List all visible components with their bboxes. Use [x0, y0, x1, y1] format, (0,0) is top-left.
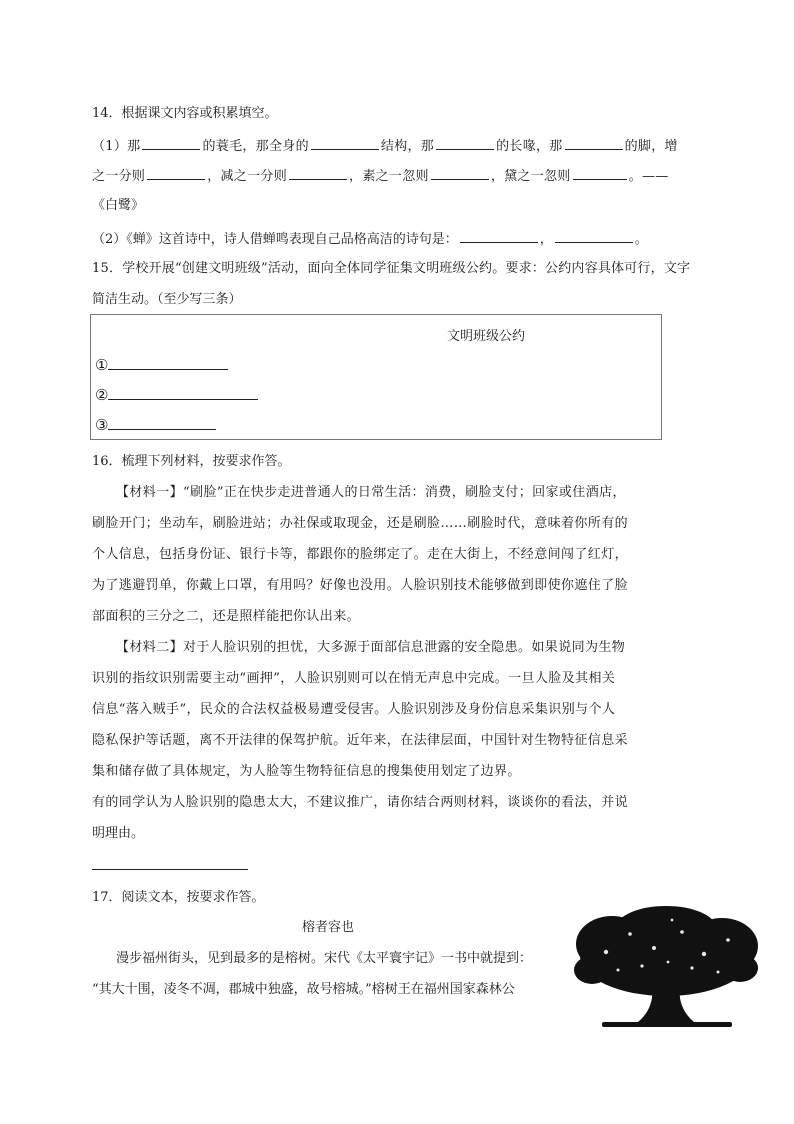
banyan-tree-icon	[572, 904, 760, 1030]
material2-line5: 集和储存做了具体规定，为人脸等生物特征信息的搜集使用划定了边界。	[92, 764, 521, 779]
blank[interactable]	[431, 165, 489, 180]
blank[interactable]	[108, 355, 228, 370]
convention-item-3[interactable]: ③	[95, 415, 216, 434]
q14-line1: （1）那 的蓑毛，那全身的 结构，那 的长喙，那 的脚，增	[92, 135, 678, 157]
convention-item-2[interactable]: ②	[95, 385, 258, 404]
blank[interactable]	[460, 228, 538, 243]
blank[interactable]	[573, 165, 627, 180]
q14-line2: 之一分则 ，减之一分则 ，素之一忽则 ，黛之一忽则 。——	[92, 165, 669, 187]
blank[interactable]	[565, 135, 623, 150]
material2-line4: 隐私保护等话题，离不开法律的保驾护航。近年来，在法律层面，中国针对生物特征信息采	[92, 733, 629, 748]
q14-title: 14．根据课文内容或积累填空。	[92, 106, 278, 121]
box-title: 文明班级公约	[447, 329, 526, 344]
q16-title: 16．梳理下列材料，按要求作答。	[92, 454, 291, 469]
article-line2: “其大十围，凌冬不凋，郡城中独盛，故号榕城。”榕树王在福州国家森林公	[92, 982, 515, 997]
q15-line2: 简洁生动。（至少写三条）	[92, 292, 242, 307]
q16-prompt-line1: 有的同学认为人脸识别的隐患太大，不建议推广，请你结合两则材料，谈谈你的看法，并说	[92, 795, 629, 810]
material1-line3: 个人信息，包括身份证、银行卡等，都跟你的脸绑定了。走在大街上，不经意间闯了红灯，	[92, 547, 629, 562]
blank[interactable]	[108, 385, 258, 400]
material2-line2: 识别的指纹识别需要主动“画押”，人脸识别则可以在悄无声息中完成。一旦人脸及其相关	[92, 671, 616, 686]
blank[interactable]	[289, 165, 347, 180]
material2-line1: 【材料二】对于人脸识别的担忧，大多源于面部信息泄露的安全隐患。如果说同为生物	[116, 640, 626, 655]
article-title: 榕者容也	[302, 920, 355, 935]
material1-line5: 部面积的三分之二，还是照样能把你认出来。	[92, 609, 361, 624]
convention-box	[90, 314, 662, 440]
q17-title: 17．阅读文本，按要求作答。	[92, 890, 265, 905]
q15-line1: 15．学校开展“创建文明班级”活动，面向全体同学征集文明班级公约。要求：公约内容具体可行，文字	[92, 261, 691, 276]
blank[interactable]	[436, 135, 494, 150]
article-line1: 漫步福州街头，见到最多的是榕树。宋代《太平寰宇记》一书中就提到：	[116, 951, 533, 966]
q14-line4: （2）《蝉》这首诗中，诗人借蝉鸣表现自己品格高洁的诗句是： ， 。	[92, 228, 648, 250]
q16-prompt-line2: 明理由。	[92, 826, 145, 841]
blank[interactable]	[142, 135, 200, 150]
material1-line1: 【材料一】“刷脸”正在快步走进普通人的日常生活：消费，刷脸支付；回家或住酒店，	[116, 485, 626, 500]
blank[interactable]	[108, 415, 216, 430]
blank[interactable]	[311, 135, 379, 150]
answer-line[interactable]	[92, 869, 248, 870]
blank[interactable]	[555, 228, 633, 243]
convention-item-1[interactable]: ①	[95, 355, 228, 374]
material2-line3: 信息“落入贼手”，民众的合法权益极易遭受侵害。人脸识别涉及身份信息采集识别与个人	[92, 702, 616, 717]
material1-line4: 为了逃避罚单，你戴上口罩，有用吗？好像也没用。人脸识别技术能够做到即使你遮住了脸	[92, 578, 629, 593]
q14-source: 《白鹭》	[92, 198, 145, 213]
material1-line2: 刷脸开门；坐动车，刷脸进站；办社保或取现金，还是刷脸……刷脸时代，意味着你所有的	[92, 516, 629, 531]
blank[interactable]	[147, 165, 205, 180]
